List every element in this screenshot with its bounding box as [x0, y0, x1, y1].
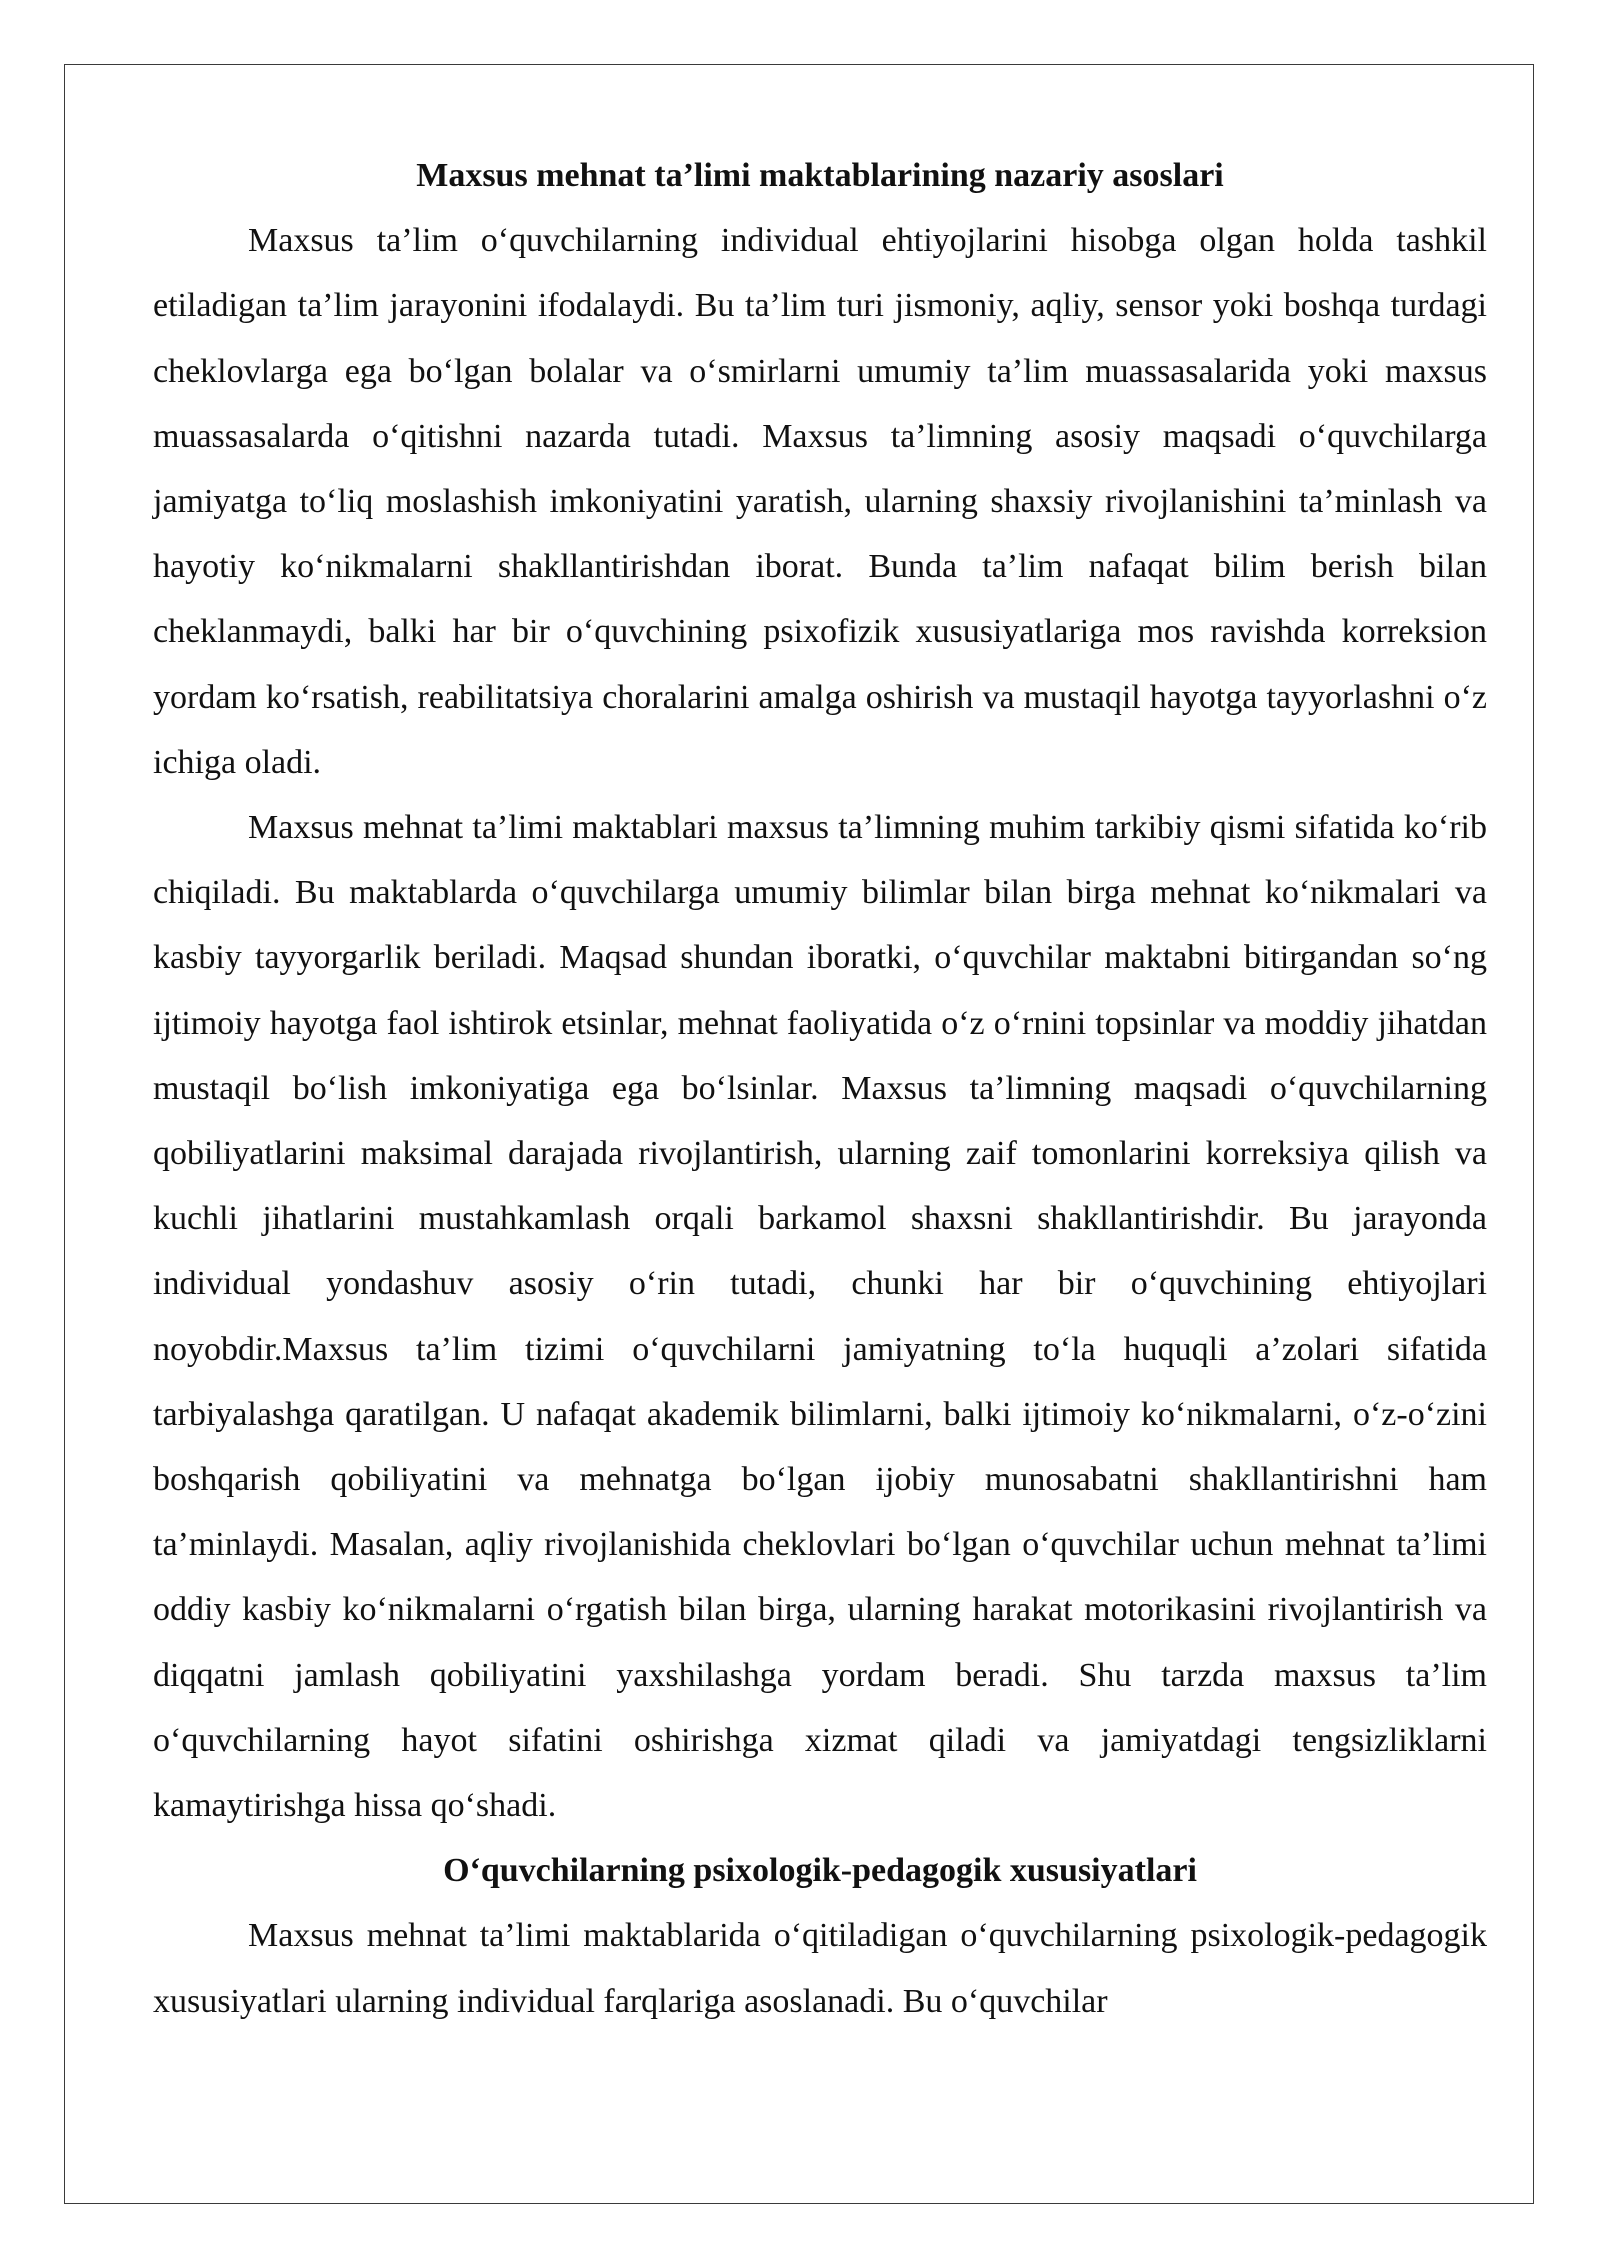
section-heading-theoretical-foundations: Maxsus mehnat ta’limi maktablarining nazariy asoslari: [416, 157, 1224, 194]
paragraph-special-education-definition: Maxsus ta’lim o‘quvchilarning individual ehtiyojlarini hisobga olgan holda tashkil etiladigan ta’lim jarayonini ifodalaydi. Bu ta’lim turi jismoniy, aqliy, sensor yoki boshqa turdagi cheklovlarga ega bo‘lgan bolalar va o‘smirlarni umumiy ta’lim muassasalarida yoki maxsus muassasalarda o‘qitishni nazarda tutadi. Maxsus ta’limning asosiy maqsadi o‘quvchilarga jamiyatga to‘liq moslashish imkoniyatini yaratish, ularning shaxsiy rivojlanishini ta’minlash va hayotiy ko‘nikmalarni shakllantirishdan iborat. Bunda ta’lim nafaqat bilim berish bilan cheklanmaydi, balki har bir o‘quvchining psixofizik xususiyatlariga mos ravishda korreksion yordam ko‘rsatish, reabilitatsiya choralarini amalga oshirish va mustaqil hayotga tayyorlashni o‘z ichiga oladi.: [153, 222, 1487, 781]
paragraph-student-characteristics: Maxsus mehnat ta’limi maktablarida o‘qitiladigan o‘quvchilarning psixologik-pedagogik xususiyatlari ularning individual farqlariga asoslanadi. Bu o‘quvchilar: [153, 1917, 1487, 2020]
paragraph-labor-education-schools: Maxsus mehnat ta’limi maktablari maxsus ta’limning muhim tarkibiy qismi sifatida ko‘rib chiqiladi. Bu maktablarda o‘quvchilarga umumiy bilimlar bilan birga mehnat ko‘nikmalari va kasbiy tayyorgarlik beriladi. Maqsad shundan iboratki, o‘quvchilar maktabni bitirgandan so‘ng ijtimoiy hayotga faol ishtirok etsinlar, mehnat faoliyatida o‘z o‘rnini topsinlar va moddiy jihatdan mustaqil bo‘lish imkoniyatiga ega bo‘lsinlar. Maxsus ta’limning maqsadi o‘quvchilarning qobiliyatlarini maksimal darajada rivojlantirish, ularning zaif tomonlarini korreksiya qilish va kuchli jihatlarini mustahkamlash orqali barkamol shaxsni shakllantirishdir. Bu jarayonda individual yondashuv asosiy o‘rin tutadi, chunki har bir o‘quvchining ehtiyojlari noyobdir.Maxsus ta’lim tizimi o‘quvchilarni jamiyatning to‘la huquqli a’zolari sifatida tarbiyalashga qaratilgan. U nafaqat akademik bilimlarni, balki ijtimoiy ko‘nikmalarni, o‘z-o‘zini boshqarish qobiliyatini va mehnatga bo‘lgan ijobiy munosabatni shakllantirishni ham ta’minlaydi. Masalan, aqliy rivojlanishida cheklovlari bo‘lgan o‘quvchilar uchun mehnat ta’limi oddiy kasbiy ko‘nikmalarni o‘rgatish bilan birga, ularning harakat motorikasini rivojlantirish va diqqatni jamlash qobiliyatini yaxshilashga yordam beradi. Shu tarzda maxsus ta’lim o‘quvchilarning hayot sifatini oshirishga xizmat qiladi va jamiyatdagi tengsizliklarni kamaytirishga hissa qo‘shadi.: [153, 809, 1487, 1825]
section-heading-psychological-pedagogical: O‘quvchilarning psixologik-pedagogik xususiyatlari: [443, 1852, 1197, 1890]
document-body: [153, 143, 1487, 2034]
